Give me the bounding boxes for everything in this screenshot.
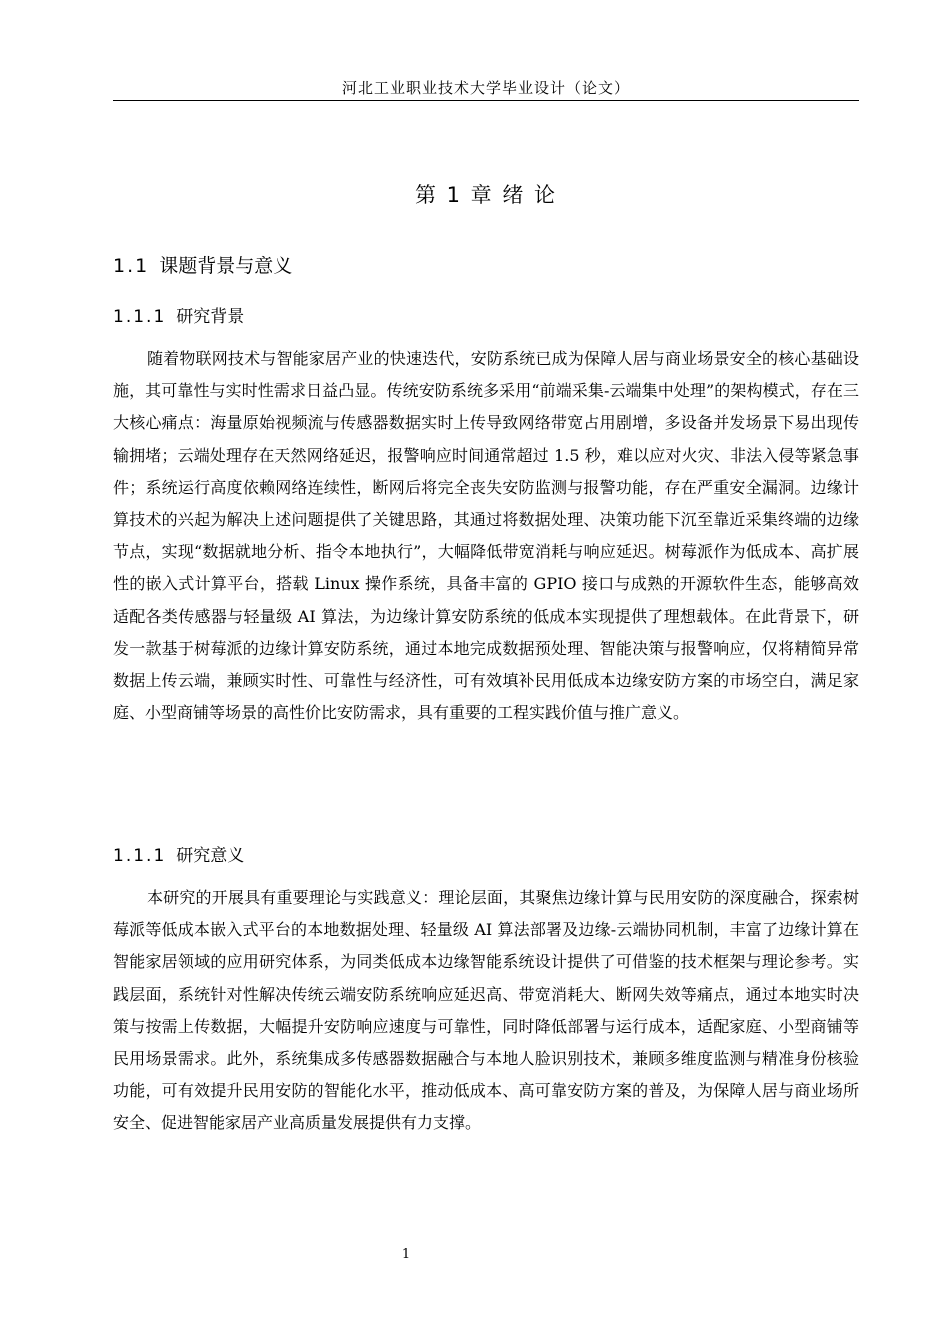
subsection-title: 研究意义: [176, 846, 245, 866]
body-paragraph-background: 随着物联网技术与智能家居产业的快速迭代，安防系统已成为保障人居与商业场景安全的核心基础设施，其可靠性与实时性需求日益凸显。传统安防系统多采用“前端采集-云端集中处理”的架构模式，存在三大核心痛点：海量原始视频流与传感器数据实时上传导致网络带宽占用剧增，多设备并发场景下易出现传输拥堵；云端处理存在天然网络延迟，报警响应时间通常超过 1.5 秒，难以应对火灾、非法入侵等紧急事件；系统运行高度依赖网络连续性，断网后将完全丧失安防监测与报警功能，存在严重安全漏洞。边缘计算技术的兴起为解决上述问题提供了关键思路，其通过将数据处理、决策功能下沉至靠近采集终端的边缘节点，实现“数据就地分析、指令本地执行”，大幅降低带宽消耗与响应延迟。树莓派作为低成本、高扩展性的嵌入式计算平台，搭载 Linux 操作系统，具备丰富的 GPIO 接口与成熟的开源软件生态，能够高效适配各类传感器与轻量级 AI 算法，为边缘计算安防系统的低成本实现提供了理想载体。在此背景下，研发一款基于树莓派的边缘计算安防系统，通过本地完成数据预处理、智能决策与报警响应，仅将精简异常数据上传云端，兼顾实时性、可靠性与经济性，可有效填补民用低成本边缘安防方案的市场空白，满足家庭、小型商铺等场景的高性价比安防需求，具有重要的工程实践价值与推广意义。: [113, 349, 859, 723]
page-number: 1: [401, 1247, 411, 1262]
running-header: 河北工业职业技术大学毕业设计（论文）: [341, 79, 630, 97]
subsection-title: 研究背景: [176, 307, 245, 327]
body-paragraph-significance: 本研究的开展具有重要理论与实践意义：理论层面，其聚焦边缘计算与民用安防的深度融合，探索树莓派等低成本嵌入式平台的本地数据处理、轻量级 AI 算法部署及边缘-云端协同机制，丰富了边缘计算在智能家居领域的应用研究体系，为同类低成本边缘智能系统设计提供了可借鉴的技术框架与理论参考。实践层面，系统针对性解决传统云端安防系统响应延迟高、带宽消耗大、断网失效等痛点，通过本地实时决策与按需上传数据，大幅提升安防响应速度与可靠性，同时降低部署与运行成本，适配家庭、小型商铺等民用场景需求。此外，系统集成多传感器数据融合与本地人脸识别技术，兼顾多维度监测与精准身份核验功能，可有效提升民用安防的智能化水平，推动低成本、高可靠安防方案的普及，为保障人居与商业场所安全、促进智能家居产业高质量发展提供有力支撑。: [113, 888, 859, 1133]
section-title: 课题背景与意义: [159, 255, 293, 277]
section-heading: [113, 252, 292, 280]
subsection-number: 1.1.1: [113, 307, 167, 327]
subsection-number: 1.1.1: [113, 846, 167, 866]
chapter-title: 第 1 章 绪 论: [414, 183, 558, 207]
header-divider: [113, 100, 859, 101]
subsection-heading-background: [113, 304, 244, 330]
subsection-heading-significance: [113, 843, 244, 869]
section-number: 1.1: [113, 255, 150, 277]
